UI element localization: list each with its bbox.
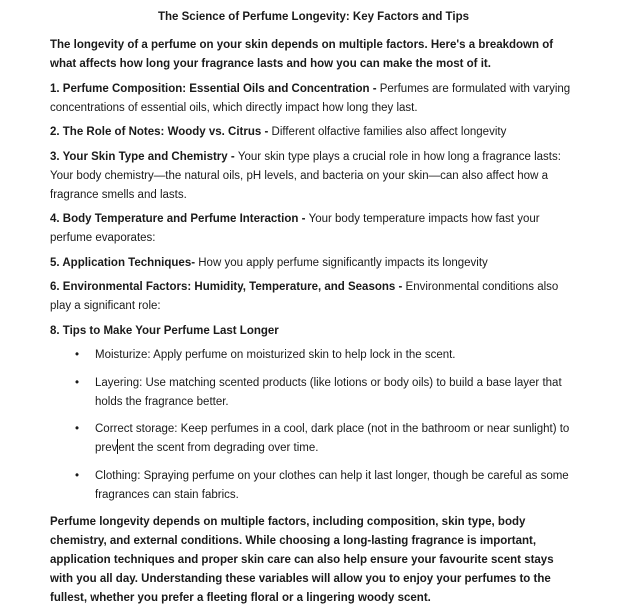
bullet-icon: • (75, 376, 80, 389)
section-paragraph-5[interactable] (50, 254, 577, 273)
bullet-icon: • (75, 349, 80, 361)
intro-paragraph[interactable]: The longevity of a perfume on your skin depends on multiple factors. Here's a breakdown of what affects how long your fragrance lasts and how you can make the most of it. (50, 39, 554, 70)
list-item-text-after-cursor: ent the scent from degrading over time. (118, 442, 319, 454)
section-paragraph-3[interactable] (50, 148, 577, 205)
section-heading-text: 1. Perfume Composition: Essential Oils and Concentration - (50, 82, 380, 95)
section-paragraph-2[interactable] (50, 123, 577, 142)
section-body-text: How you apply perfume significantly impacts its longevity (198, 256, 488, 269)
bullet-icon: • (75, 469, 80, 482)
section-heading-text: 3. Your Skin Type and Chemistry - (50, 150, 238, 163)
conclusion-paragraph[interactable]: Perfume longevity depends on multiple factors, including composition, skin type, body chemistry, and external conditions. While choosing a long-lasting fragrance is important, application techniques and proper skin care can also help ensure your favourite scent stays with you all day. Understanding these variables will allow you to enjoy your perfumes to the fullest, whether you prefer a fleeting floral or a lingering woody scent. (50, 516, 554, 604)
section-paragraph-4[interactable] (50, 210, 577, 248)
section-heading-text: 2. The Role of Notes: Woody vs. Citrus - (50, 126, 272, 138)
section-heading-text: 5. Application Techniques- (50, 256, 199, 269)
list-item-text: Layering: Use matching scented products (like lotions or body oils) to build a base layer that holds the fragrance better. (95, 376, 562, 408)
section-body-text: Environmental conditions also play a significant role: (50, 281, 559, 312)
document-title[interactable]: The Science of Perfume Longevity: Key Factors and Tips (157, 11, 469, 23)
tips-heading[interactable] (50, 322, 577, 341)
section-body-text: Your skin type plays a crucial role in how long a fragrance lasts: Your body chemistry—the natural oils, pH levels, and bacteria on your skin—can also affect how a fragrance smells and lasts. (50, 150, 561, 201)
section-heading-text: 6. Environmental Factors: Humidity, Temperature, and Seasons - (50, 281, 406, 293)
tips-heading-text: 8. Tips to Make Your Perfume Last Longer (50, 324, 279, 337)
section-heading-text: 4. Body Temperature and Perfume Interaction - (50, 213, 309, 225)
list-item-text-before-cursor: Correct storage: Keep perfumes in a cool, dark place (not in the bathroom or near sunlight) to prev (95, 423, 570, 454)
section-body-text: Perfumes are formulated with varying concentrations of essential oils, which directly impact how long they last. (50, 82, 571, 114)
list-item-storage[interactable] (50, 420, 577, 458)
list-item-layering[interactable] (50, 374, 577, 412)
bullet-icon: • (75, 423, 80, 435)
list-item-text: Clothing: Spraying perfume on your clothes can help it last longer, though be careful as some fragrances can stain fabrics. (95, 469, 569, 501)
section-paragraph-6[interactable] (50, 278, 577, 316)
tips-list (50, 346, 577, 505)
list-item-moisturize[interactable] (50, 346, 577, 365)
list-item-text: Moisturize: Apply perfume on moisturized skin to help lock in the scent. (95, 349, 456, 361)
list-item-clothing[interactable] (50, 467, 577, 505)
section-paragraph-1[interactable] (50, 80, 577, 118)
section-body-text: Different olfactive families also affect longevity (271, 126, 507, 138)
section-body-text: Your body temperature impacts how fast your perfume evaporates: (50, 213, 540, 244)
